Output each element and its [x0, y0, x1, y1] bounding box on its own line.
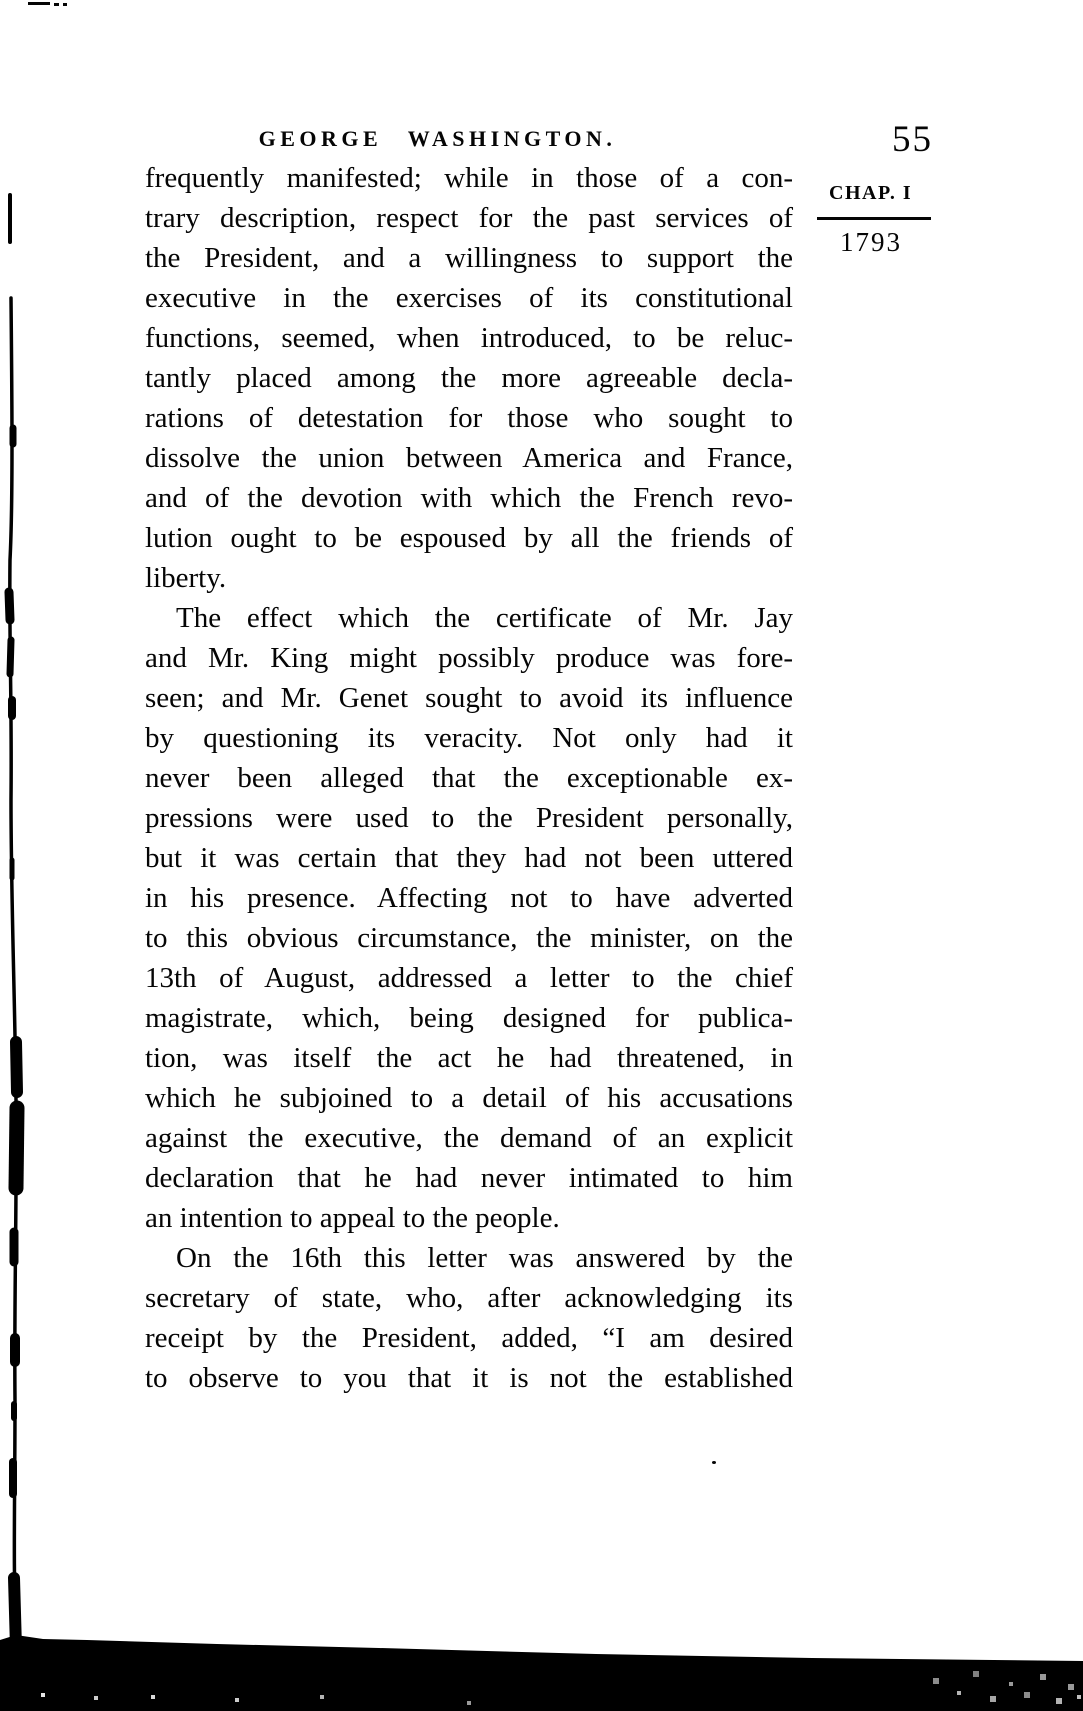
bottom-scan-shadow-strip [0, 1628, 1083, 1711]
text-line: the President, and a willingness to support the [145, 242, 793, 274]
text-line: against the executive, the demand of an explicit [145, 1122, 793, 1154]
text-line: in his presence. Affecting not to have adverted [145, 882, 793, 914]
text-line: functions, seemed, when introduced, to be reluc- [145, 322, 793, 354]
text-line: frequently manifested; while in those of a con- [145, 162, 793, 194]
text-line: to this obvious circumstance, the minister, on the [145, 922, 793, 954]
text-line: executive in the exercises of its constitutional [145, 282, 793, 314]
text-line: tion, was itself the act he had threatened, in [145, 1042, 793, 1074]
text-line: seen; and Mr. Genet sought to avoid its influence [145, 682, 793, 714]
text-line-paragraph-start: The effect which the certificate of Mr. Jay [176, 602, 793, 634]
text-line: but it was certain that they had not been uttered [145, 842, 793, 874]
text-line: magistrate, which, being designed for publica- [145, 1002, 793, 1034]
text-line: and of the devotion with which the French revo- [145, 482, 793, 514]
scan-dot-mark [63, 3, 67, 6]
text-line-paragraph-start: On the 16th this letter was answered by the [176, 1242, 793, 1274]
page-number: 55 [892, 119, 933, 160]
text-line: which he subjoined to a detail of his accusations [145, 1082, 793, 1114]
text-line: lution ought to be espoused by all the friends of [145, 522, 793, 554]
text-line: to observe to you that it is not the established [145, 1362, 793, 1394]
text-line: and Mr. King might possibly produce was fore- [145, 642, 793, 674]
text-line-paragraph-end: liberty. [145, 562, 227, 594]
ink-speck [712, 1461, 716, 1464]
text-line: rations of detestation for those who sought to [145, 402, 793, 434]
text-line: dissolve the union between America and France, [145, 442, 793, 474]
body-text-block [145, 158, 793, 1398]
running-header-title: GEORGE WASHINGTON. [258, 126, 617, 151]
text-line: never been alleged that the exceptionable ex- [145, 762, 793, 794]
text-line: secretary of state, who, after acknowledging its [145, 1282, 793, 1314]
text-line: trary description, respect for the past services of [145, 202, 793, 234]
text-line: declaration that he had never intimated to him [145, 1162, 793, 1194]
scan-dot-mark [54, 3, 59, 6]
margin-note-divider [817, 217, 931, 220]
margin-chapter-note: CHAP. I [829, 182, 913, 204]
text-line: receipt by the President, added, “I am desired [145, 1322, 793, 1354]
text-line: by questioning its veracity. Not only had it [145, 722, 793, 754]
text-line-paragraph-end: an intention to appeal to the people. [145, 1202, 560, 1234]
left-binding-edge-artifact [0, 0, 44, 1711]
margin-year-note: 1793 [840, 227, 902, 257]
text-line: 13th of August, addressed a letter to the chief [145, 962, 793, 994]
text-line: tantly placed among the more agreeable decla- [145, 362, 793, 394]
text-line: pressions were used to the President personally, [145, 802, 793, 834]
